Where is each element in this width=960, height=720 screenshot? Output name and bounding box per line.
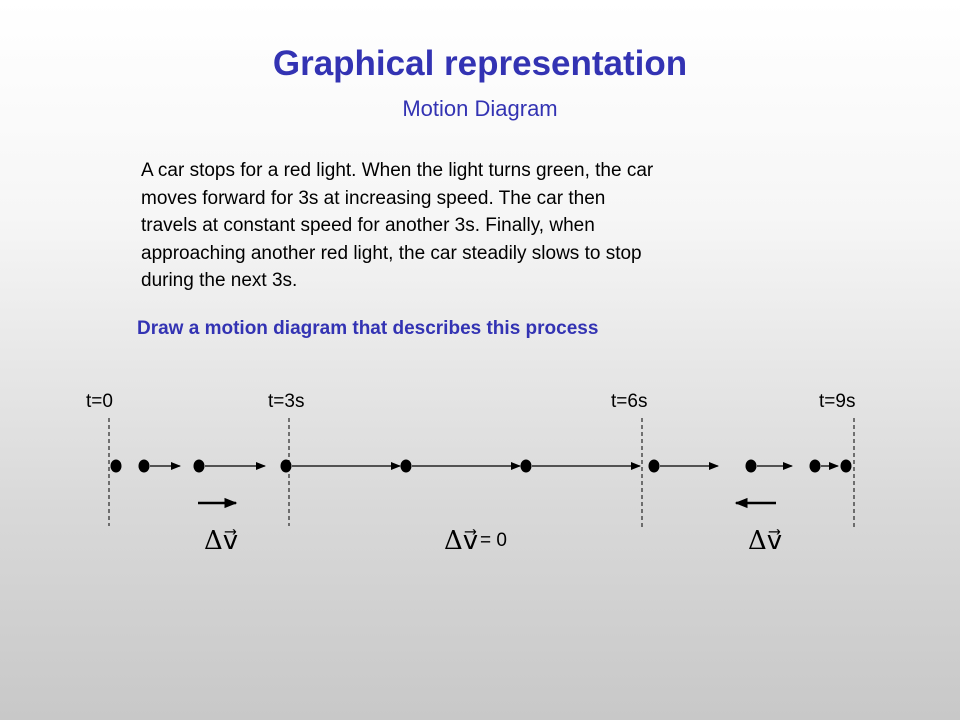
delta-v-label: Δv⃗ (444, 526, 479, 556)
slide-title: Graphical representation (272, 44, 688, 83)
position-dot (521, 460, 532, 473)
position-dot (649, 460, 660, 473)
position-dot (810, 460, 821, 473)
time-label-t6: t=6s (611, 391, 648, 412)
position-dot (111, 460, 122, 473)
delta-v-label: Δv⃗ (204, 526, 239, 556)
delta-v-zero: = 0 (480, 530, 507, 551)
position-dot (841, 460, 852, 473)
time-label-t3: t=3s (268, 391, 305, 412)
description-line: approaching another red light, the car steadily slows to stop (141, 242, 642, 264)
position-dot (281, 460, 292, 473)
description-line: moves forward for 3s at increasing speed. The car then (141, 187, 606, 209)
description-line: during the next 3s. (141, 270, 298, 291)
time-label-t9: t=9s (819, 391, 856, 412)
position-dot (746, 460, 757, 473)
task-prompt: Draw a motion diagram that describes this process (137, 318, 599, 339)
time-label-t0: t=0 (86, 391, 113, 412)
position-dot (401, 460, 412, 473)
position-dot (194, 460, 205, 473)
delta-v-label: Δv⃗ (748, 526, 783, 556)
description-line: travels at constant speed for another 3s. Finally, when (141, 215, 595, 236)
description-line: A car stops for a red light. When the light turns green, the car (141, 160, 654, 181)
slide-subtitle: Motion Diagram (402, 96, 558, 121)
position-dot (139, 460, 150, 473)
